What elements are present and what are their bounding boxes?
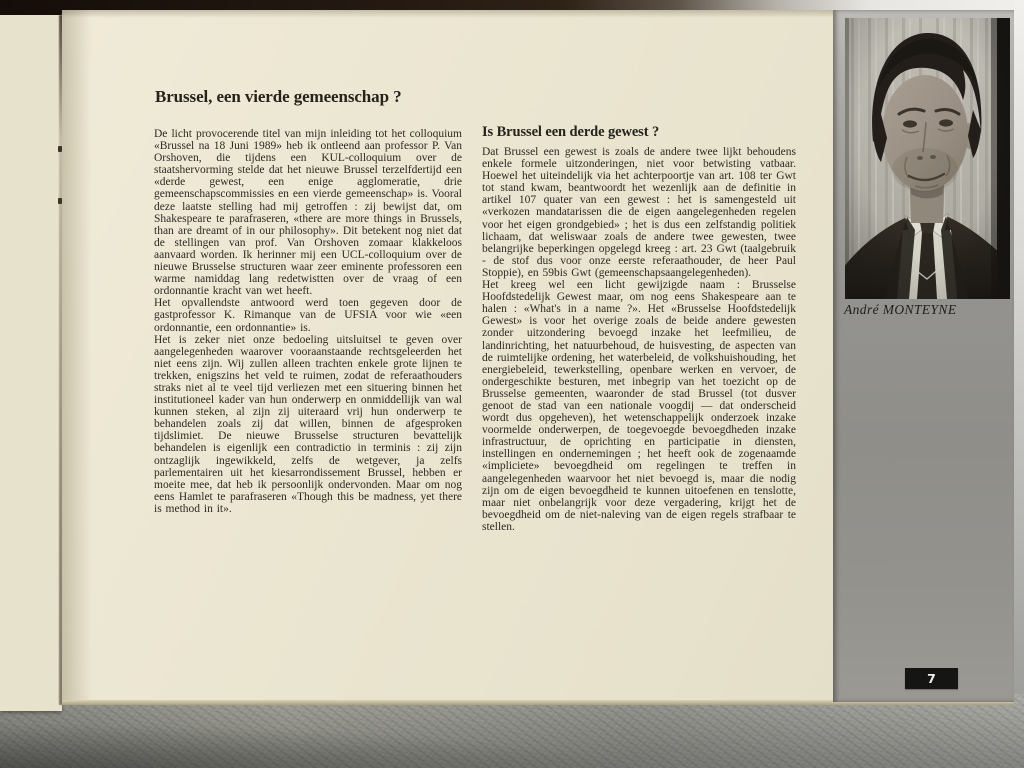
paragraph: De licht provocerende titel van mijn inleiding tot het colloquium «Brussel na 18 Juni 1989» heb ik ontleend aan professor P. Van Orshoven, die tijdens een KUL-colloquium over de staatshervorming stelde dat het nieuwe Brussel terzelfdertijd een «derde gewest, een enige agglomeratie, drie gemeenschapscommissies en een vierde gemeenschap» is. Vooral deze laatste stelling had mij getroffen : zij bewijst dat, om Shakespeare te parafraseren, «there are more things in Brussels, than are dreamt of in our philosophy». Dit betekent nog niet dat de stellingen van prof. Van Orshoven zomaar klakkeloos aanvaard worden. Ik herinner mij een UCL-colloquium over de nieuwe Brusselse structuren waar zeer eminente professoren een warme namiddag lang redetwistten over de vraag of een ordonnantie kracht van wet heeft. [154,128,462,298]
photo-caption: André MONTEYNE [844,302,957,317]
portrait-photo-image [845,18,1010,299]
page-title: Brussel, een vierde gemeenschap ? [155,87,402,107]
portrait-photo [845,18,1010,299]
left-page-edge [0,15,62,711]
left-column [154,128,462,515]
background-right-edge [1014,0,1024,706]
section-heading: Is Brussel een derde gewest ? [482,124,660,140]
page-number: 7 [927,671,936,686]
paragraph: Het opvallendste antwoord werd toen gegeven door de gastprofessor K. Rimanque van de UFSIA voor wie «een ordonnantie, een ordonnantie» is. [154,297,462,334]
right-column [482,124,796,533]
paragraph: Dat Brussel een gewest is zoals de andere twee lijkt behoudens enkele formele uitzonderingen, niet voor betwisting vatbaar. Hoewel het uiteindelijk via het achterpoortje van art. 108 ter Gwt tot stand kwam, beantwoordt het wezenlijk aan de definitie in artikel 107 quater van een gewest : het is samengesteld uit «verkozen mandatarissen die de eigen aangelegenheden regelen voor het eigen grondgebied» ; het is dus een zelfstandig politiek lichaam, dat weliswaar zoals de andere twee gewesten, twee belangrijke beperkingen opgelegd kreeg : art. 23 Gwt (taalgebruik - de stof dus voor onze eerste referaathouder, de heer Paul Stoppie), en 59bis Gwt (gemeenschapsaangelegenheden). [482,146,796,279]
paragraph: Het is zeker niet onze bedoeling uitsluitsel te geven over aangelegenheden waarover vooraanstaande rechtsgeleerden het niet eens zijn. Wij zullen alleen trachten enkele grote lijnen te trekken, enigszins het veld te ruimen, zodat de referaathouders straks niet al te veel tijd verliezen met een situering binnen het institutioneel kader van hun onderwerp en onmiddellijk van wal kunnen steken, al zijn zij uiteraard vrij hun onderwerp te behandelen zoals zij dat willen, binnen de afgesproken tijdslimiet. De nieuwe Brusselse structuren bevattelijk behandelen is eigenlijk een contradictio in terminis : zij zijn ontzaglijk ingewikkeld, zelfs de wetgever, ja zelfs parlementairen uit het kiesarrondissement Brussel, hebben er moeite mee, dat heb ik persoonlijk ondervonden. Maar om nog eens Hamlet te parafraseren «Though this be madness, yet there is method in it». [154,333,462,515]
page-number-badge [905,668,958,689]
paragraph: Het kreeg wel een licht gewijzigde naam : Brusselse Hoofdstedelijk Gewest maar, om nog eens Shakespeare aan te halen : «What's in a name ?». Het «Brusselse Hoofdstedelijk Gewest» is voor het overige zoals de beide andere gewesten zonder uitzondering bevoegd inzake het leefmilieu, de landinrichting, het natuurbehoud, de huisvesting, de aspecten van de ruimtelijke ordening, het waterbeleid, de volkshuishouding, het energiebeleid, tewerkstelling, openbare werken en vervoer, de ondergeschikte besturen, met inbegrip van het toezicht op de Brusselse gemeenten, waaronder de stad Brussel (tot dusver genoot de stad van een nationale voogdij — dat onderscheid wordt dus opgeheven), het wetenschappelijk onderzoek inzake voormelde onderwerpen, de toegevoegde bevoegdheden inzake infrastructuur, de oprichting en participatie in diensten, instellingen en ondernemingen ; het heeft ook de zogenaamde «impliciete» bevoegdheid om regelingen te treffen in aangelegenheden waarvoor het niet bevoegd is, maar die nodig zijn om de eigen bevoegdheid te kunnen uitoefenen en tenslotte, maar niet onbelangrijk voor deze vergadering, krijgt het de bevoegdheid om de niet-naleving van de eigen regels strafbaar te stellen. [482,279,796,533]
table-surface [0,694,1024,768]
